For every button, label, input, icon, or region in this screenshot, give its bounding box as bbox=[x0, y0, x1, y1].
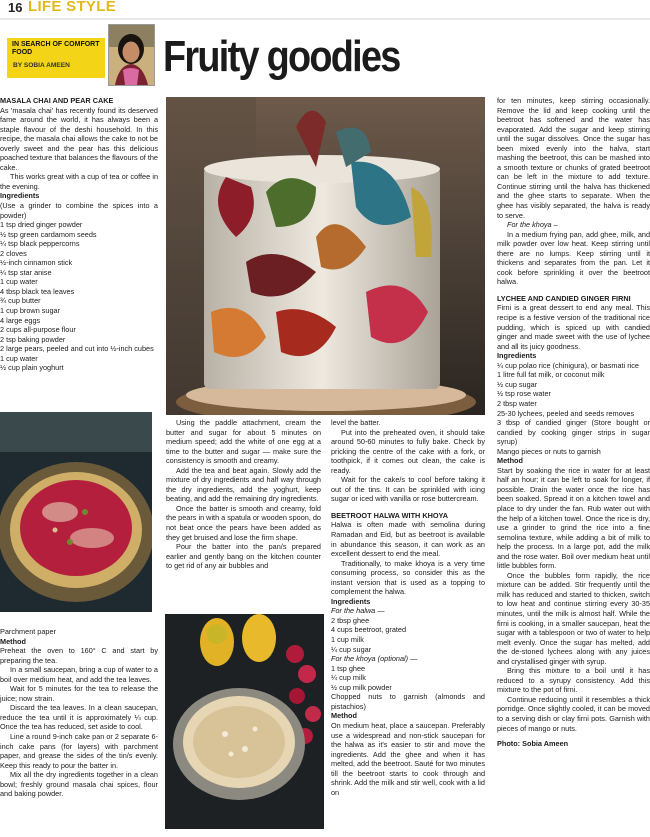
ingredient-item: ¼ cup sugar bbox=[331, 644, 372, 654]
ingredient-item: ½ tsp green cardamom seeds bbox=[0, 229, 97, 239]
firni-recipe-title: LYCHEE AND CANDIED GINGER FIRNI bbox=[497, 293, 631, 303]
firni-intro: Firni is a great dessert to end any meal. This recipe is a festive version of the traditional rice pudding, which is spiced up with candied ginger and made sweet with the use of lychee and all its juicy goodness. bbox=[497, 303, 650, 351]
ingredient-item: ½ cup plain yoghurt bbox=[0, 363, 64, 373]
halwa-method: On medium heat, place a saucepan. Preferably use a widespread and non-stick saucepan for the halwa as it's easier to stir and move the ingredients. Add the ghee and when it has melted, add the beetroot. Sauté for two minutes till the beetroot starts to cook through and shrink. Add the milk and stir well, cook with a lid on bbox=[331, 720, 485, 797]
ingredient-item: 1 cup brown sugar bbox=[0, 306, 61, 316]
cake-method-step: In a small saucepan, bring a cup of water to a boil over medium heat, and add the tea leaves. bbox=[0, 665, 158, 684]
halwa-recipe-title: BEETROOT HALWA WITH KHOYA bbox=[331, 510, 449, 520]
firni-ingredients-heading: Ingredients bbox=[497, 351, 537, 361]
column-tag bbox=[7, 38, 105, 78]
ingredient-item: 1 cup water bbox=[0, 353, 38, 363]
cake-method-step: Pour the batter into the pan/s prepared earlier and gently bang on the kitchen counter to get rid of any air bubbles and bbox=[166, 542, 321, 571]
ingredient-item: (Use a grinder to combine the spices into a powder) bbox=[0, 201, 158, 220]
firni-method-step: Continue reducing until it resembles a thick porridge. Once slightly cooled, it can be moved to a serving dish or clay firni pots. Garnish with pieces of mango or nuts. bbox=[497, 694, 650, 733]
ingredient-item: 25-30 lychees, peeled and seeds removes bbox=[497, 408, 635, 418]
cake-recipe-title: MASALA CHAI AND PEAR CAKE bbox=[0, 96, 114, 105]
firni-method-intro: Start by soaking the rice in water for at least half an hour; it can be left to soak for longer, if possible. Drain the water once the rice has been soaked. Spread it on a kitchen towel and place to dry under the fan. Rub water out with the help of a kitchen towel. Once the rice is dry, use a grinder to grind the rice into a fine semolina texture, while adding a bit of milk to help the process. In a large pot, add the milk and the rose water. Boil over medium heat until little bubbles form. bbox=[497, 465, 650, 571]
ingredient-item: ¼ cup milk bbox=[331, 673, 366, 683]
cake-method-step: Wait for 5 minutes for the tea to release the juice; now strain. bbox=[0, 684, 158, 703]
ingredient-item: ¾ cup butter bbox=[0, 296, 41, 306]
firni-method-step: Bring this mixture to a boil until it has reduced to a syrupy consistency. Add this mixture to the pot of firni. bbox=[497, 666, 650, 695]
halwa-method-heading: Method bbox=[331, 711, 357, 721]
halwa-subheading: For the halwa — bbox=[331, 606, 385, 616]
ingredient-item: ½ cup milk powder bbox=[331, 682, 392, 692]
halwa-photo bbox=[0, 412, 152, 612]
khoya-method: In a medium frying pan, add ghee, milk, and milk powder over low heat. Keep stirring until there are no lumps. Keep stirring until it thickens and separates from the pan. Let it cook before sprinkling it over the beetroot halwa. bbox=[497, 229, 650, 287]
column-1-bottom bbox=[0, 627, 158, 799]
cake-method-step: Wait for the cake/s to cool before taking it out of the tins. It can be sprinkled with icing sugar or iced with vanilla or rose buttercream. bbox=[331, 475, 485, 504]
photo-credit: Photo: Sobia Ameen bbox=[497, 739, 569, 749]
firni-photo bbox=[165, 614, 324, 829]
cake-method-step: Mix all the dry ingredients together in a clean bowl; freshly ground masala chai spices, flour and baking powder. bbox=[0, 770, 158, 799]
ingredient-item: ½ tsp rose water bbox=[497, 389, 551, 399]
ingredient-item: 1 tsp ghee bbox=[331, 663, 366, 673]
khoya-method-label: For the khoya – bbox=[507, 220, 558, 230]
halwa-ingredients-heading: Ingredients bbox=[331, 596, 371, 606]
cake-method-step: Line a round 9-inch cake pan or 2 separate 6-inch cake pans (for layers) with parchment paper, and grease the sides of the tin/s evenly. Keep this ready to pour the batter in. bbox=[0, 732, 158, 770]
ingredient-item: 4 tbsp black tea leaves bbox=[0, 286, 75, 296]
ingredient-item: 3 tbsp of candied ginger (Store bought or candied by cooking ginger strips in sugar syrup) bbox=[497, 418, 650, 447]
khoya-subheading: For the khoya (optional) — bbox=[331, 654, 418, 664]
cake-method-step: Put into the preheated oven, it should take around 50-60 minutes to fully bake. Check by pricking the centre of the cake with a fork, or toothpick, if it comes out clean, the cake is ready. bbox=[331, 427, 485, 475]
author-photo bbox=[108, 24, 155, 86]
column-1-top bbox=[0, 96, 158, 373]
ingredient-item: ½-inch cinnamon stick bbox=[0, 258, 73, 268]
ingredient-item: ¼ tsp black peppercorns bbox=[0, 239, 80, 249]
byline: BY SOBIA AMEEN bbox=[13, 62, 70, 69]
cake-ingredients-heading: Ingredients bbox=[0, 191, 40, 201]
section-name: LIFE STYLE bbox=[28, 0, 117, 15]
firni-method-heading: Method bbox=[497, 456, 523, 466]
cake-method-heading: Method bbox=[0, 636, 26, 646]
halwa-intro: Halwa is often made with semolina during Ramadan and Eid, but as beetroot is available in abundance this season, it can work as an excellent dessert to end the meal. bbox=[331, 520, 485, 559]
cake-method-intro: Preheat the oven to 160° C and start by preparing the tea. bbox=[0, 646, 158, 665]
ingredient-item: 2 tbsp ghee bbox=[331, 615, 370, 625]
ingredient-item: 2 large pears, peeled and cut into ½-inch cubes bbox=[0, 344, 154, 354]
ingredient-item: ½ cup sugar bbox=[497, 379, 538, 389]
cake-intro: As 'masala chai' has recently found its deserved fame around the world, it has always been a staple flavour of the deshi household. In this recipe, the masala chai allows the cake to not be overly sweet and the pear has this delicious poached texture that balances the flavours of the cake. bbox=[0, 105, 158, 172]
ingredient-item: 4 cups beetroot, grated bbox=[331, 625, 407, 635]
column-4 bbox=[497, 96, 650, 749]
halwa-intro-2: Traditionally, to make khoya is a very time consuming process, so consider this as the instant version that is used as a topping to complement the halwa. bbox=[331, 558, 485, 597]
column-2 bbox=[166, 418, 321, 571]
ingredient-item: 1 tsp dried ginger powder bbox=[0, 220, 83, 230]
halwa-method: for ten minutes, keep stirring occasionally. Remove the lid and keep cooking until the beetroot has softened and the water has evaporated. Add the sugar and keep stirring until the sugar dissolves. Once the sugar has been mixed evenly into the halva, start mashing the beetroot, this can be mashed into a smooth texture or chunks of grated beetroot can be left in the mixture to add texture. Continue stirring until the halva has thickened and the ghee starts to separate. When the ghee has visibly separated, the halva is ready to serve. bbox=[497, 96, 650, 220]
cake-method-step: Discard the tea leaves. In a clean saucepan, reduce the tea until it is approximately ¼ cup. Once the tea has reduced, set aside to cool. bbox=[0, 703, 158, 732]
ingredient-item: Mango pieces or nuts to garnish bbox=[497, 446, 601, 456]
cake-method-step: level the batter. bbox=[331, 418, 381, 427]
ingredient-item: Parchment paper bbox=[0, 627, 56, 636]
ingredient-item: ¼ cup polao rice (chinigura), or basmati rice bbox=[497, 360, 639, 370]
cake-method-step: Add the tea and beat again. Slowly add the mixture of dry ingredients and half way through the dry ingredients, add the yoghurt, keep beating, and add the remaining dry ingredients. bbox=[166, 465, 321, 504]
column-name: IN SEARCH OF COMFORT FOOD bbox=[12, 41, 100, 57]
ingredient-item: 2 tsp baking powder bbox=[0, 334, 66, 344]
masthead-divider bbox=[0, 18, 650, 20]
headline: Fruity goodies bbox=[163, 32, 400, 81]
ingredient-item: 2 cups all-purpose flour bbox=[0, 325, 76, 335]
firni-method-step: Once the bubbles form rapidly, the rice mixture can be added. Stir frequently until the milk has reduced and started to thicken, switch to low heat and continue stirring every 30-35 minutes, until the milk is almost half. While the firni is cooking, in a smaller saucepan, heat the sugar with a tablespoon or two of water to help melt evenly. Once the sugar has melted, add the de-stoned lychees along with any juices and crystallised ginger with syrup. bbox=[497, 570, 650, 666]
ingredient-item: 2 tbsp water bbox=[497, 398, 537, 408]
ingredient-item: Chopped nuts to garnish (almonds and pistachios) bbox=[331, 692, 485, 711]
cake-intro-2: This works great with a cup of tea or coffee in the evening. bbox=[0, 172, 158, 191]
ingredient-item: ¼ tsp star anise bbox=[0, 267, 52, 277]
ingredient-item: 2 cloves bbox=[0, 248, 27, 258]
ingredient-item: 1 cup milk bbox=[331, 635, 364, 645]
cake-method-step: Once the batter is smooth and creamy, fold the pears in with a spatula or wooden spoon, do not beat once the pears have been added as they get bruised and lose the firm shape. bbox=[166, 503, 321, 542]
ingredient-item: 1 cup water bbox=[0, 277, 38, 287]
page-number: 16 bbox=[8, 0, 23, 15]
ingredient-item: 1 litre full fat milk, or coconut milk bbox=[497, 370, 605, 380]
cake-method-step: Using the paddle attachment, cream the butter and sugar for about 5 minutes on medium speed; add the white of one egg at a time to the butter and sugar — make sure the consistency is smooth and creamy. bbox=[166, 418, 321, 466]
column-3 bbox=[331, 418, 485, 797]
ingredient-item: 4 large eggs bbox=[0, 315, 41, 325]
cake-photo bbox=[166, 97, 485, 415]
